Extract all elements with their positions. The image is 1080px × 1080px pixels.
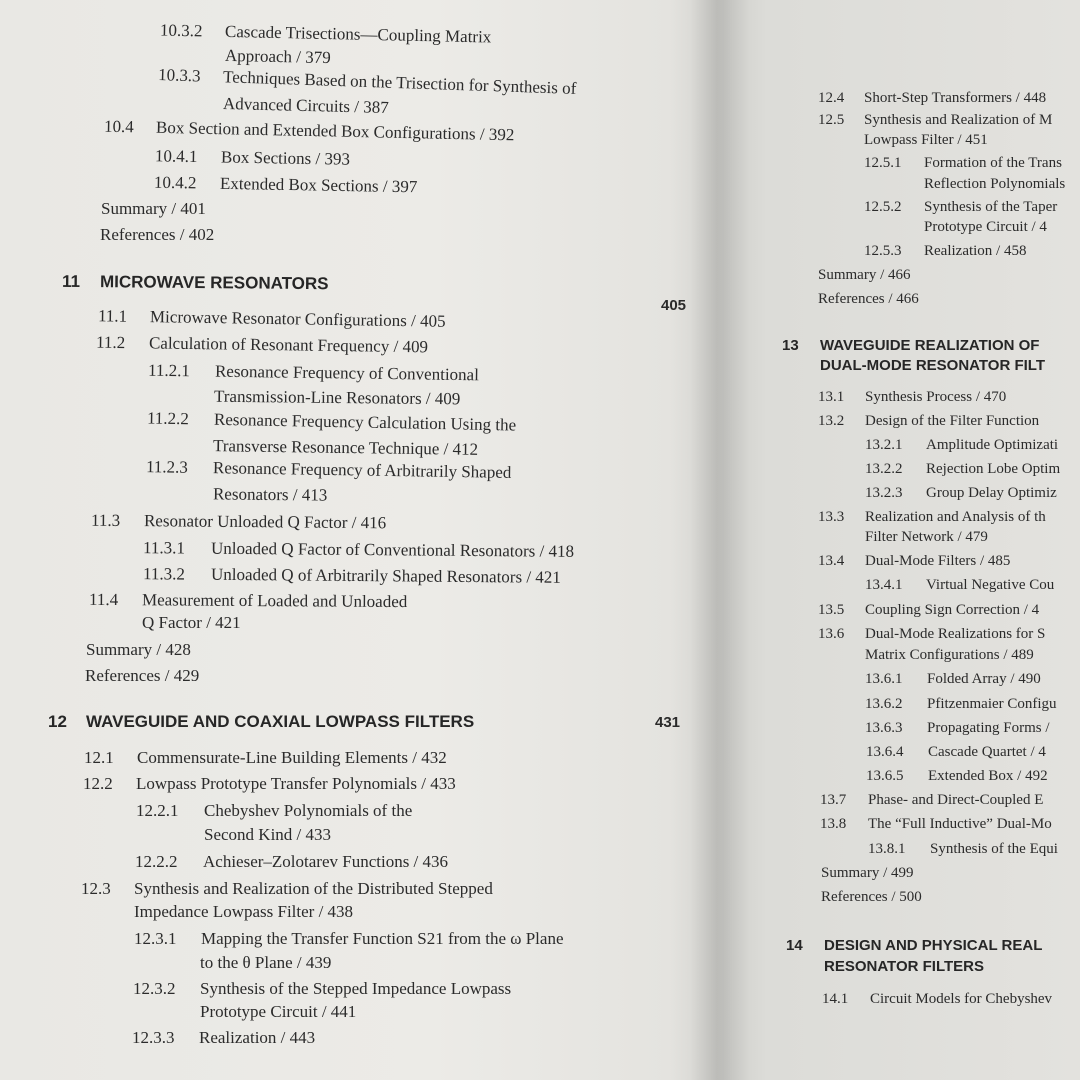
entry-title: Resonance Frequency Calculation Using the xyxy=(213,409,517,435)
toc-entry xyxy=(818,412,1039,430)
toc-entry xyxy=(98,306,446,331)
toc-summary: Summary / 428 xyxy=(86,640,191,659)
toc-entry xyxy=(866,743,1046,761)
entry-title: Synthesis Process / 470 xyxy=(865,389,1007,405)
toc-entry xyxy=(158,65,577,99)
entry-title: Techniques Based on the Trisection for Synthesis of xyxy=(222,67,577,98)
entry-title: Dual-Mode Realizations for S xyxy=(865,626,1046,642)
chapter-number: 11 xyxy=(61,271,81,291)
right-page xyxy=(720,0,1080,1080)
entry-number: 11.1 xyxy=(97,306,128,326)
entry-title: Rejection Lobe Optim xyxy=(926,461,1061,477)
entry-title: Synthesis and Realization of the Distributed Stepped xyxy=(134,879,493,898)
chapter-title: MICROWAVE RESONATORS xyxy=(99,272,329,294)
toc-entry-cont: Approach / 379 xyxy=(224,45,331,68)
entry-number: 13.1 xyxy=(818,389,845,405)
entry-number: 13.7 xyxy=(820,792,847,808)
toc-entry-cont: Second Kind / 433 xyxy=(204,825,332,844)
entry-number: 11.2.1 xyxy=(147,360,191,381)
toc-entry xyxy=(154,173,418,198)
toc-entry-cont: Q Factor / 421 xyxy=(142,613,241,632)
entry-number: 13.8.1 xyxy=(868,841,906,857)
entry-title: Phase- and Direct-Coupled E xyxy=(868,792,1044,808)
toc-entry xyxy=(84,748,447,768)
toc-entry-cont: Matrix Configurations / 489 xyxy=(865,647,1034,663)
entry-number: 13.2.1 xyxy=(865,437,903,453)
toc-entry xyxy=(155,146,350,169)
toc-entry xyxy=(865,436,1058,454)
toc-entry xyxy=(136,801,412,821)
entry-title: Synthesis of the Taper xyxy=(924,199,1058,215)
entry-title: Extended Box Sections / 397 xyxy=(219,173,418,197)
toc-summary: Summary / 499 xyxy=(821,865,914,881)
toc-entry xyxy=(818,89,1046,107)
toc-entry-cont: Advanced Circuits / 387 xyxy=(222,93,389,118)
toc-entry xyxy=(146,457,512,483)
toc-entry xyxy=(83,774,456,794)
entry-title: Resonance Frequency of Conventional xyxy=(214,361,480,385)
chapter-title-cont: DUAL-MODE RESONATOR FILT xyxy=(820,357,1045,374)
entry-number: 12.2.1 xyxy=(136,801,179,820)
entry-number: 11.3.1 xyxy=(142,538,185,558)
toc-entry xyxy=(865,460,1060,478)
chapter-number: 14 xyxy=(786,937,803,954)
toc-entry xyxy=(133,979,511,999)
entry-title: Design of the Filter Function xyxy=(865,413,1040,429)
entry-title: Achieser–Zolotarev Functions / 436 xyxy=(203,852,449,871)
entry-number: 11.2 xyxy=(95,332,126,353)
entry-title: The “Full Inductive” Dual-Mo xyxy=(868,816,1052,832)
toc-entry xyxy=(81,879,493,899)
entry-title: Unloaded Q Factor of Conventional Resonators / 418 xyxy=(210,538,575,561)
entry-number: 11.2.3 xyxy=(145,457,189,477)
toc-entry xyxy=(866,767,1048,785)
toc-entry xyxy=(865,484,1057,502)
entry-number: 12.2 xyxy=(83,774,113,793)
entry-title: Commensurate-Line Building Elements / 432 xyxy=(137,748,447,767)
chapter-number: 13 xyxy=(782,337,799,354)
entry-number: 12.5.3 xyxy=(864,243,902,259)
entry-number: 13.8 xyxy=(820,816,847,832)
entry-number: 12.5.1 xyxy=(864,155,902,171)
entry-title: Short-Step Transformers / 448 xyxy=(864,90,1047,106)
entry-number: 10.4 xyxy=(103,116,134,137)
toc-entry xyxy=(864,242,1026,260)
toc-entry xyxy=(135,852,448,872)
entry-number: 11.3 xyxy=(90,510,121,530)
entry-title: Box Section and Extended Box Configurations / 392 xyxy=(155,117,515,145)
toc-entry xyxy=(89,590,407,612)
entry-number: 12.1 xyxy=(84,748,114,767)
entry-title: Microwave Resonator Configurations / 405 xyxy=(149,307,446,331)
entry-number: 10.3.3 xyxy=(157,65,201,86)
entry-number: 12.3.3 xyxy=(132,1028,175,1047)
entry-title: Resonance Frequency of Arbitrarily Shaped xyxy=(212,458,512,482)
entry-title: Circuit Models for Chebyshev xyxy=(870,991,1053,1007)
entry-number: 13.6.4 xyxy=(866,744,904,760)
entry-number: 13.6.2 xyxy=(865,696,903,712)
entry-number: 12.3.1 xyxy=(134,929,177,948)
entry-title: Folded Array / 490 xyxy=(927,671,1041,687)
toc-entry-cont: Transverse Resonance Technique / 412 xyxy=(212,436,479,459)
toc-entry xyxy=(822,990,1052,1008)
entry-title: Extended Box / 492 xyxy=(928,768,1048,784)
toc-entry-cont: Resonators / 413 xyxy=(212,484,328,505)
entry-title: Virtual Negative Cou xyxy=(926,577,1055,593)
chapter-number: 12 xyxy=(48,712,67,731)
entry-number: 11.2.2 xyxy=(146,408,190,429)
entry-title: Formation of the Trans xyxy=(924,155,1062,171)
entry-number: 13.3 xyxy=(818,509,845,525)
toc-entry-cont: Filter Network / 479 xyxy=(865,529,988,545)
toc-entry xyxy=(820,791,1043,809)
toc-entry xyxy=(91,511,386,534)
entry-number: 12.3 xyxy=(81,879,111,898)
entry-number: 13.2.3 xyxy=(865,485,903,501)
entry-number: 12.5 xyxy=(818,112,845,128)
entry-title: Realization and Analysis of th xyxy=(865,509,1046,525)
entry-number: 12.3.2 xyxy=(133,979,176,998)
entry-number: 13.2 xyxy=(818,413,845,429)
chapter-heading xyxy=(62,271,329,295)
entry-title: Amplitude Optimizati xyxy=(926,437,1059,453)
entry-number: 12.5.2 xyxy=(864,199,902,215)
entry-number: 13.6.5 xyxy=(866,768,904,784)
entry-number: 12.4 xyxy=(818,90,845,106)
toc-entry xyxy=(865,670,1041,688)
toc-entry xyxy=(104,117,515,146)
toc-entry xyxy=(818,388,1006,406)
toc-entry xyxy=(818,111,1052,129)
entry-title: Calculation of Resonant Frequency / 409 xyxy=(148,333,429,357)
chapter-heading xyxy=(782,336,1039,356)
entry-title: Measurement of Loaded and Unloaded xyxy=(141,590,408,612)
entry-title: Synthesis and Realization of M xyxy=(864,112,1053,128)
toc-entry xyxy=(864,154,1062,172)
entry-number: 13.2.2 xyxy=(865,461,903,477)
toc-entry xyxy=(868,840,1058,858)
entry-number: 10.4.1 xyxy=(154,146,198,167)
toc-entry xyxy=(818,601,1039,619)
toc-entry xyxy=(820,815,1052,833)
toc-entry-cont: Lowpass Filter / 451 xyxy=(864,132,988,148)
toc-entry xyxy=(818,625,1045,643)
toc-references: References / 402 xyxy=(100,225,215,244)
toc-entry-cont: to the θ Plane / 439 xyxy=(200,953,332,972)
toc-entry xyxy=(148,361,479,386)
entry-title: Lowpass Prototype Transfer Polynomials / 433 xyxy=(136,774,456,793)
entry-title: Group Delay Optimiz xyxy=(926,485,1057,501)
toc-references: References / 466 xyxy=(818,291,919,307)
entry-title: Mapping the Transfer Function S21 from the ω Plane xyxy=(201,929,564,948)
entry-title: Cascade Quartet / 4 xyxy=(928,744,1046,760)
toc-entry xyxy=(143,564,561,588)
entry-title: Realization / 443 xyxy=(199,1028,316,1047)
toc-entry xyxy=(96,333,428,358)
toc-references: References / 500 xyxy=(821,889,922,905)
entry-title: Resonator Unloaded Q Factor / 416 xyxy=(143,511,387,533)
entry-title: Chebyshev Polynomials of the xyxy=(204,801,413,820)
chapter-title: WAVEGUIDE AND COAXIAL LOWPASS FILTERS xyxy=(86,712,475,731)
toc-entry-cont: Transmission-Line Resonators / 409 xyxy=(213,386,461,409)
entry-title: Cascade Trisections—Coupling Matrix xyxy=(224,21,492,47)
entry-title: Coupling Sign Correction / 4 xyxy=(865,602,1040,618)
toc-entry xyxy=(864,198,1057,216)
toc-entry xyxy=(134,929,564,949)
entry-title: Dual-Mode Filters / 485 xyxy=(865,553,1011,569)
chapter-page-number: 431 xyxy=(655,714,681,731)
chapter-heading xyxy=(48,711,474,733)
toc-entry xyxy=(818,552,1010,570)
entry-number: 13.6.3 xyxy=(865,720,903,736)
toc-entry-cont: Prototype Circuit / 4 xyxy=(924,219,1047,235)
entry-title: Synthesis of the Equi xyxy=(930,841,1058,857)
toc-summary: Summary / 401 xyxy=(101,199,206,218)
toc-entry-cont: Prototype Circuit / 441 xyxy=(200,1002,357,1021)
entry-number: 10.4.2 xyxy=(153,172,197,193)
entry-number: 11.3.2 xyxy=(142,564,185,584)
toc-entry xyxy=(865,719,1050,737)
entry-number: 13.6.1 xyxy=(865,671,903,687)
toc-entry xyxy=(160,21,492,48)
toc-entry xyxy=(865,576,1054,594)
toc-entry xyxy=(818,508,1046,526)
entry-title: Propagating Forms / xyxy=(927,720,1050,736)
entry-title: Unloaded Q of Arbitrarily Shaped Resonators / 421 xyxy=(210,564,561,587)
entry-number: 13.6 xyxy=(818,626,845,642)
toc-entry-cont: Impedance Lowpass Filter / 438 xyxy=(134,902,354,921)
chapter-title-cont: RESONATOR FILTERS xyxy=(824,958,985,975)
entry-number: 13.5 xyxy=(818,602,845,618)
entry-number: 13.4 xyxy=(818,553,845,569)
toc-entry-cont: Reflection Polynomials xyxy=(924,176,1066,192)
entry-title: Pfitzenmaier Configu xyxy=(927,696,1057,712)
chapter-title: WAVEGUIDE REALIZATION OF xyxy=(820,337,1040,354)
toc-references: References / 429 xyxy=(85,666,200,685)
toc-entry xyxy=(143,538,574,562)
chapter-page-number: 405 xyxy=(661,297,687,314)
chapter-heading xyxy=(786,936,1042,956)
toc-entry xyxy=(147,408,516,435)
toc-entry xyxy=(865,695,1057,713)
entry-number: 12.2.2 xyxy=(135,852,178,871)
toc-summary: Summary / 466 xyxy=(818,267,911,283)
entry-title: Synthesis of the Stepped Impedance Lowpass xyxy=(200,979,512,998)
entry-title: Realization / 458 xyxy=(924,243,1027,259)
chapter-title: DESIGN AND PHYSICAL REAL xyxy=(824,937,1043,954)
entry-number: 10.3.2 xyxy=(159,20,203,41)
toc-entry xyxy=(132,1028,315,1048)
entry-number: 11.4 xyxy=(88,589,119,610)
entry-number: 13.4.1 xyxy=(865,577,903,593)
entry-title: Box Sections / 393 xyxy=(220,147,351,169)
entry-number: 14.1 xyxy=(822,991,849,1007)
